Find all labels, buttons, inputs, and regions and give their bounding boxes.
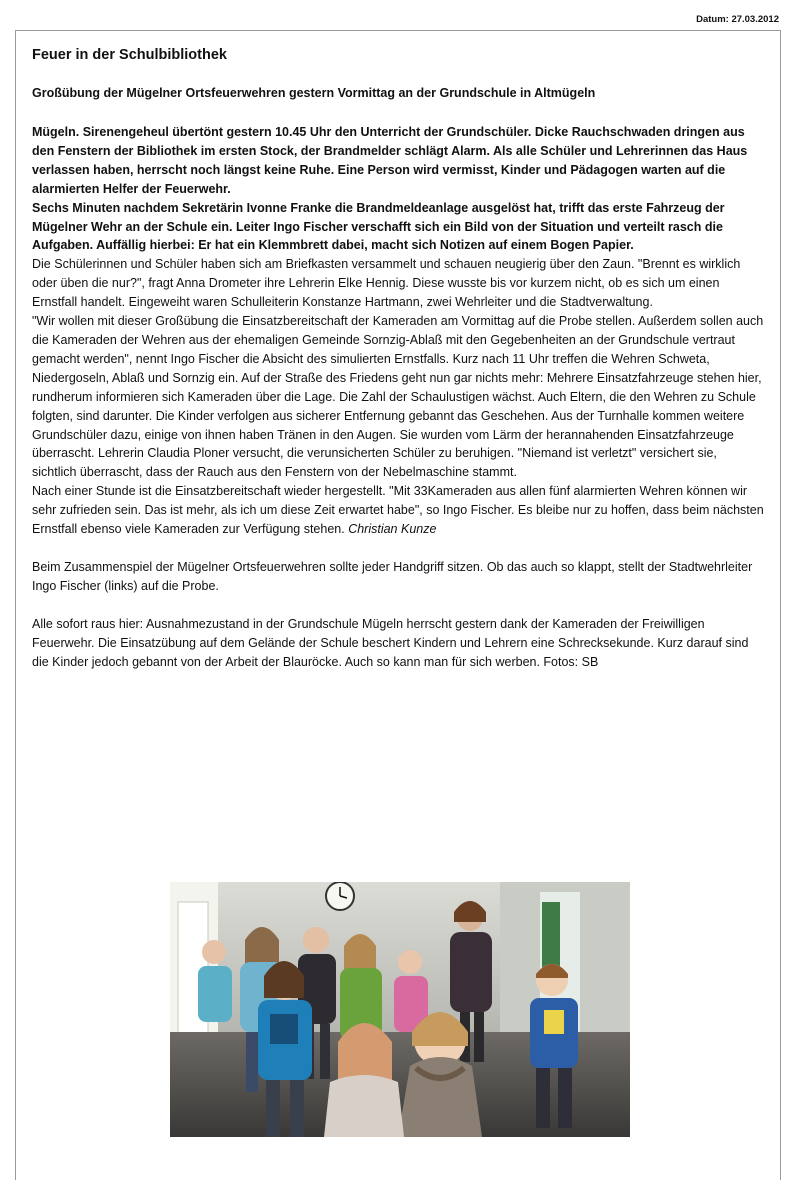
article-title: Feuer in der Schulbibliothek: [32, 47, 227, 63]
photo-caption: Alle sofort raus hier: Ausnahmezustand in der Grundschule Mügeln herrscht gestern dank der Kameraden der Freiwilligen Feuerwehr. Die Einsatzübung auf dem Gelände der Schule beschert Kindern und Lehrern eine Schrecksekunde. Kurz darauf sind die Kinder jedoch gebannt von der Arbeit der Blauröcke. Auch so kann man für sich werben. Fotos: SB: [32, 616, 749, 669]
author-byline: Christian Kunze: [348, 522, 437, 537]
photo-caption: Beim Zusammenspiel der Mügelner Ortsfeuerwehren sollte jeder Handgriff sitzen. Ob das auch so klappt, stellt der Stadtwehrleiter Ingo Fischer (links) auf die Probe.: [32, 559, 753, 593]
lead-paragraph: Mügeln. Sirenengeheul übertönt gestern 10.45 Uhr den Unterricht der Grundschüler. Dicke Rauchschwaden dringen aus den Fenstern der Bibliothek im ersten Stock, der Brandmelder schlägt Alarm. Als alle Schüler und Lehrerinnen das Haus verlassen haben, herrscht noch längst keine Ruhe. Eine Person wird vermisst, Kinder und Pädagogen warten auf die alarmierten Helfer der Feuerwehr.: [32, 125, 748, 196]
article-subtitle: Großübung der Mügelner Ortsfeuerwehren gestern Vormittag an der Grundschule in Altmügeln: [32, 86, 596, 100]
body-paragraph: "Wir wollen mit dieser Großübung die Einsatzbereitschaft der Kameraden am Vormittag auf die Probe stellen. Außerdem sollen auch die Kameraden der Wehren aus der ehemaligen Gemeinde Sornzig-Ablaß mit den Gegebenheiten an der Grundschule vertraut gemacht werden", nennt Ingo Fischer die Absicht des simulierten Ernstfalls. Kurz nach 11 Uhr treffen die Wehren Schweta, Niedergoseln, Ablaß und Sornzig ein. Auf der Straße des Friedens geht nun gar nichts mehr: Mehrere Einsatzfahrzeuge stehen hier, rundherum informieren sich Kameraden über die Lage. Die Zahl der Schaulustigen wächst. Auch Eltern, die den Wehren zu Schule folgten, sind darunter. Die Kinder verfolgen aus sicherer Entfernung gebannt das Geschehen. Aus der Turnhalle kommen weitere Grundschüler dazu, einige von ihnen haben Tränen in den Augen. Sie wurden vom Lärm der herannahenden Einsatzfahrzeuge überrascht. Lehrerin Claudia Ploner versucht, die verunsicherten Schüler zu beruhigen. "Niemand ist verletzt" versichert sie, sichtlich überrascht, dass der Rauch aus den Fenstern von der Nebelmaschine stammt.: [32, 314, 764, 480]
body-paragraph: Die Schülerinnen und Schüler haben sich am Briefkasten versammelt und schauen neugierig über den Zaun. "Brennt es wirklich oder üben die nur?", fragt Anna Drometer ihre Lehrerin Elke Hennig. Diese wusste bis vor kurzem nicht, ob es sich um einen Ernstfall handelt. Eingeweiht waren Schulleiterin Konstanze Hartmann, zwei Wehrleiter und die Stadtverwaltung.: [32, 257, 741, 310]
body-text: Nach einer Stunde ist die Einsatzbereitschaft wieder hergestellt. "Mit 33Kameraden aus allen fünf alarmierten Wehren können wir sehr zufrieden sein. Das ist mehr, als ich um diese Zeit erwartet habe", so Ingo Fischer. Es bleibe nur zu hoffen, dass beim nächsten Ernstfall ebenso viele Kameraden zur Verfügung stehen.: [32, 484, 764, 537]
body-paragraph-last: [32, 482, 764, 539]
article: [32, 46, 764, 671]
article-photo: [170, 882, 630, 1137]
document-date: Datum: 27.03.2012: [696, 14, 779, 25]
lead-paragraph: Sechs Minuten nachdem Sekretärin Ivonne Franke die Brandmeldeanlage ausgelöst hat, trifft das erste Fahrzeug der Mügelner Wehr an der Schule ein. Leiter Ingo Fischer verschafft sich ein Bild von der Situation und verteilt rasch die Aufgaben. Auffällig hierbei: Er hat ein Klemmbrett dabei, macht sich Notizen auf einem Bogen Papier.: [32, 200, 725, 253]
